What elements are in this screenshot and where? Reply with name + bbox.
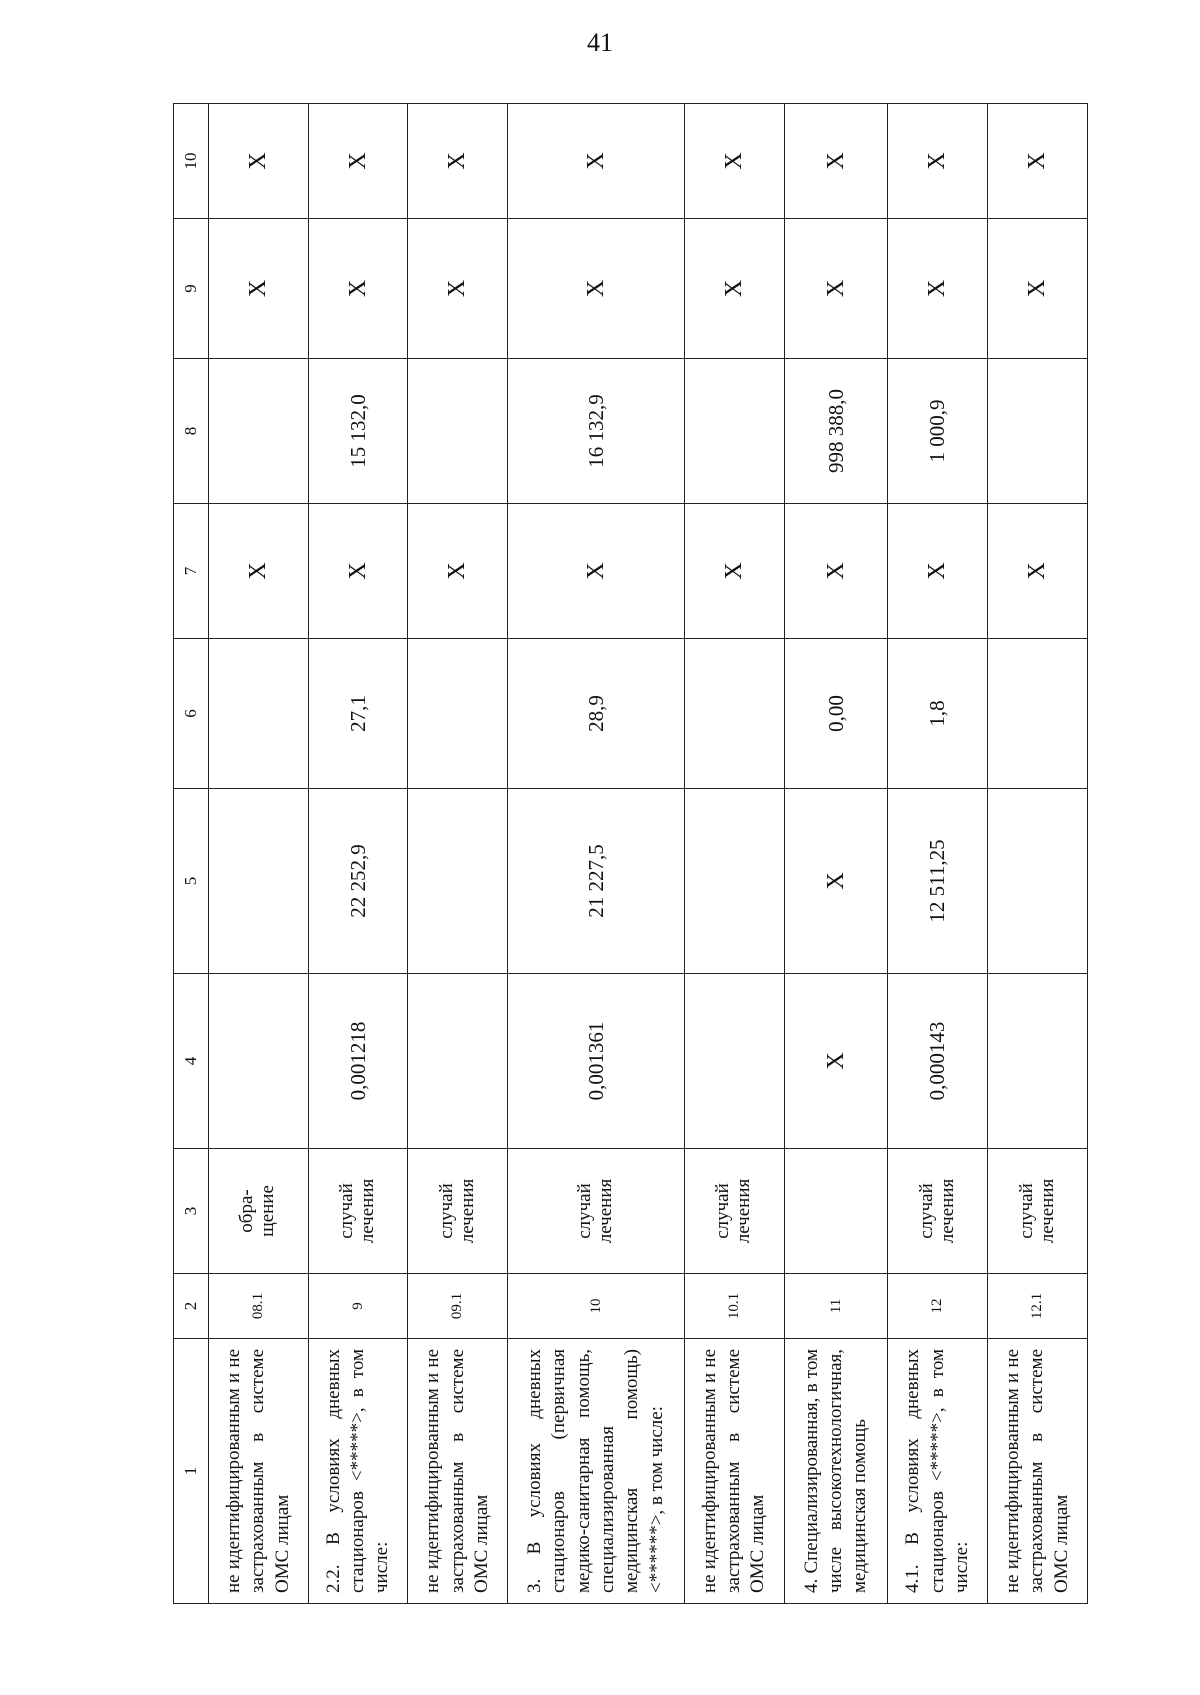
table-row bbox=[888, 104, 988, 1604]
cell-col-3 bbox=[784, 1149, 888, 1274]
cell-col-10: X bbox=[784, 104, 888, 219]
cell-col-10: X bbox=[508, 104, 685, 219]
cell-col-1: не идентифицированным и не застрахованным в системе ОМС лицам bbox=[988, 1339, 1088, 1604]
cell-col-1: не идентифицированным и не застрахованным в системе ОМС лицам bbox=[209, 1339, 309, 1604]
cell-col-3: случай лечения bbox=[308, 1149, 408, 1274]
cell-col-1: 4. Специализированная, в том числе высокотехнологичная, медицинская помощь bbox=[784, 1339, 888, 1604]
cell-col-7: X bbox=[408, 504, 508, 639]
cell-col-9: X bbox=[988, 219, 1088, 359]
cell-col-5: 12 511,25 bbox=[888, 789, 988, 974]
cell-col-3: случай лечения bbox=[408, 1149, 508, 1274]
cell-col-5 bbox=[684, 789, 784, 974]
cell-col-10: X bbox=[408, 104, 508, 219]
table-row bbox=[508, 104, 685, 1604]
cell-col-10: X bbox=[209, 104, 309, 219]
cell-col-5 bbox=[209, 789, 309, 974]
cell-col-6: 27,1 bbox=[308, 639, 408, 789]
cell-col-7: X bbox=[508, 504, 685, 639]
column-header-8: 8 bbox=[174, 359, 209, 504]
cell-col-4: X bbox=[784, 974, 888, 1149]
table-row bbox=[988, 104, 1088, 1604]
data-table bbox=[173, 103, 1088, 1604]
rotated-table-container bbox=[173, 104, 1088, 1604]
cell-col-7: X bbox=[888, 504, 988, 639]
cell-col-1: 3. В условиях дневных стационаров (первичная медико-санитарная помощь, специализированная медицинская помощь) <******>, в том числе: bbox=[508, 1339, 685, 1604]
cell-col-2: 10 bbox=[508, 1274, 685, 1339]
cell-col-10: X bbox=[684, 104, 784, 219]
cell-col-6 bbox=[684, 639, 784, 789]
cell-col-8: 998 388,0 bbox=[784, 359, 888, 504]
cell-col-10: X bbox=[988, 104, 1088, 219]
table-row bbox=[684, 104, 784, 1604]
cell-col-8 bbox=[684, 359, 784, 504]
cell-col-8 bbox=[408, 359, 508, 504]
cell-col-2: 08.1 bbox=[209, 1274, 309, 1339]
cell-col-7: X bbox=[308, 504, 408, 639]
cell-col-8: 15 132,0 bbox=[308, 359, 408, 504]
cell-col-4 bbox=[988, 974, 1088, 1149]
column-header-7: 7 bbox=[174, 504, 209, 639]
header-row bbox=[174, 104, 209, 1604]
column-header-10: 10 bbox=[174, 104, 209, 219]
cell-col-3: случай лечения bbox=[888, 1149, 988, 1274]
cell-col-4: 0,001361 bbox=[508, 974, 685, 1149]
cell-col-9: X bbox=[209, 219, 309, 359]
cell-col-9: X bbox=[684, 219, 784, 359]
cell-col-2: 12.1 bbox=[988, 1274, 1088, 1339]
column-header-2: 2 bbox=[174, 1274, 209, 1339]
cell-col-8 bbox=[988, 359, 1088, 504]
column-header-1: 1 bbox=[174, 1339, 209, 1604]
cell-col-7: X bbox=[784, 504, 888, 639]
cell-col-4: 0,000143 bbox=[888, 974, 988, 1149]
cell-col-9: X bbox=[508, 219, 685, 359]
cell-col-2: 09.1 bbox=[408, 1274, 508, 1339]
cell-col-3: случай лечения bbox=[508, 1149, 685, 1274]
cell-col-5: X bbox=[784, 789, 888, 974]
cell-col-10: X bbox=[308, 104, 408, 219]
cell-col-4: 0,001218 bbox=[308, 974, 408, 1149]
column-header-3: 3 bbox=[174, 1149, 209, 1274]
cell-col-4 bbox=[209, 974, 309, 1149]
cell-col-5: 21 227,5 bbox=[508, 789, 685, 974]
cell-col-3: случай лечения bbox=[684, 1149, 784, 1274]
cell-col-5 bbox=[408, 789, 508, 974]
cell-col-3: обра- щение bbox=[209, 1149, 309, 1274]
cell-col-8: 1 000,9 bbox=[888, 359, 988, 504]
cell-col-6: 0,00 bbox=[784, 639, 888, 789]
cell-col-4 bbox=[684, 974, 784, 1149]
table-row bbox=[308, 104, 408, 1604]
cell-col-1: 4.1. В условиях дневных стационаров <*****>, в том числе: bbox=[888, 1339, 988, 1604]
cell-col-4 bbox=[408, 974, 508, 1149]
cell-col-6: 1,8 bbox=[888, 639, 988, 789]
cell-col-3: случай лечения bbox=[988, 1149, 1088, 1274]
table-row bbox=[784, 104, 888, 1604]
cell-col-6 bbox=[408, 639, 508, 789]
cell-col-2: 9 bbox=[308, 1274, 408, 1339]
cell-col-9: X bbox=[784, 219, 888, 359]
cell-col-6 bbox=[209, 639, 309, 789]
cell-col-10: X bbox=[888, 104, 988, 219]
cell-col-1: 2.2. В условиях дневных стационаров <*****>, в том числе: bbox=[308, 1339, 408, 1604]
cell-col-8: 16 132,9 bbox=[508, 359, 685, 504]
table-row bbox=[408, 104, 508, 1604]
cell-col-2: 12 bbox=[888, 1274, 988, 1339]
cell-col-1: не идентифицированным и не застрахованным в системе ОМС лицам bbox=[408, 1339, 508, 1604]
cell-col-9: X bbox=[888, 219, 988, 359]
cell-col-7: X bbox=[684, 504, 784, 639]
table-row bbox=[209, 104, 309, 1604]
cell-col-2: 11 bbox=[784, 1274, 888, 1339]
cell-col-1: не идентифицированным и не застрахованным в системе ОМС лицам bbox=[684, 1339, 784, 1604]
page-number: 41 bbox=[587, 28, 613, 57]
cell-col-9: X bbox=[308, 219, 408, 359]
cell-col-5: 22 252,9 bbox=[308, 789, 408, 974]
column-header-6: 6 bbox=[174, 639, 209, 789]
cell-col-6 bbox=[988, 639, 1088, 789]
cell-col-7: X bbox=[988, 504, 1088, 639]
cell-col-2: 10.1 bbox=[684, 1274, 784, 1339]
cell-col-8 bbox=[209, 359, 309, 504]
cell-col-5 bbox=[988, 789, 1088, 974]
column-header-9: 9 bbox=[174, 219, 209, 359]
cell-col-6: 28,9 bbox=[508, 639, 685, 789]
column-header-4: 4 bbox=[174, 974, 209, 1149]
cell-col-7: X bbox=[209, 504, 309, 639]
column-header-5: 5 bbox=[174, 789, 209, 974]
cell-col-9: X bbox=[408, 219, 508, 359]
